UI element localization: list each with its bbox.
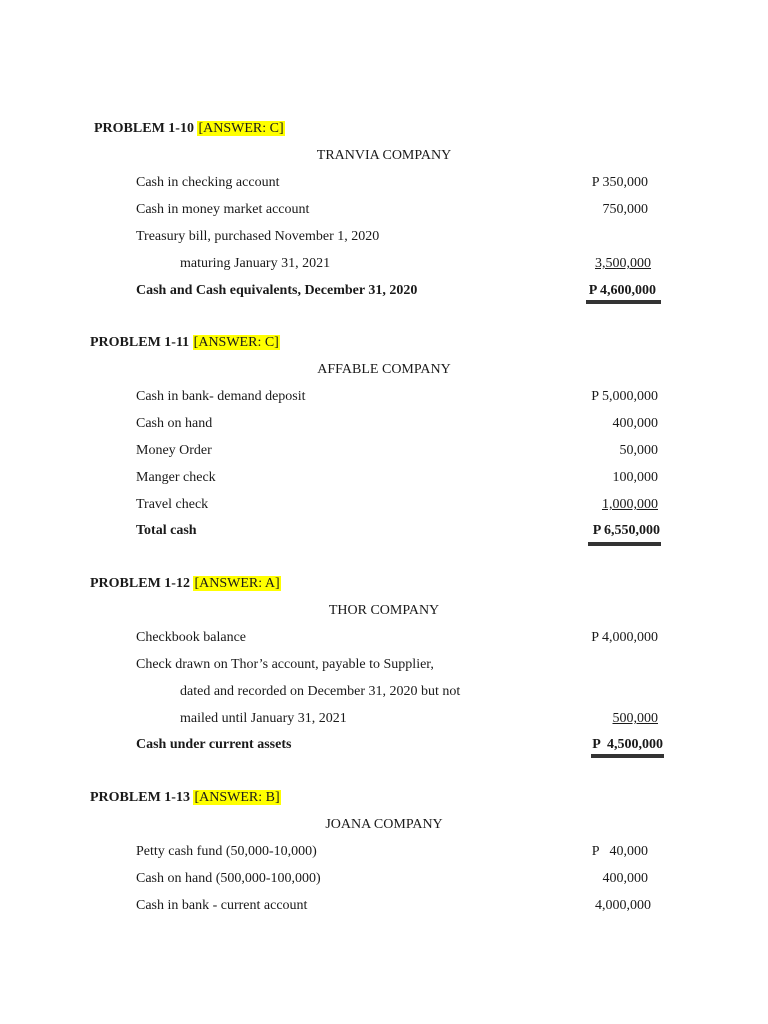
total-label: Cash under current assets xyxy=(136,737,292,752)
row-amount: P 4,000,000 xyxy=(591,630,658,645)
answer-highlight: [ANSWER: A] xyxy=(194,576,280,591)
row-amount: 500,000 xyxy=(612,711,658,726)
problem-heading-text: PROBLEM 1-11 xyxy=(90,335,190,350)
problem-1-10-heading xyxy=(94,120,285,138)
row-label: Travel check xyxy=(136,497,209,512)
row-label: Check drawn on Thor’s account, payable to Supplier, xyxy=(136,657,434,672)
company-name: AFFABLE COMPANY xyxy=(317,362,451,377)
row-label: Petty cash fund (50,000-10,000) xyxy=(136,844,317,859)
problem-heading-text: PROBLEM 1-12 xyxy=(90,576,190,591)
row-amount: 3,500,000 xyxy=(595,256,651,271)
row-amount: 50,000 xyxy=(619,443,658,458)
row-amount: P 40,000 xyxy=(591,844,648,859)
problem-heading-text: PROBLEM 1-10 xyxy=(94,121,194,136)
row-label: Treasury bill, purchased November 1, 2020 xyxy=(136,229,380,244)
company-name: THOR COMPANY xyxy=(328,603,440,618)
total-amount: P 6,550,000 xyxy=(592,523,660,538)
row-label: Cash on hand (500,000-100,000) xyxy=(136,871,321,886)
row-label: Cash in money market account xyxy=(136,202,310,217)
row-amount: 4,000,000 xyxy=(595,898,651,913)
company-name: JOANA COMPANY xyxy=(325,817,443,832)
answer-highlight: [ANSWER: C] xyxy=(193,335,279,350)
answer-highlight: [ANSWER: C] xyxy=(198,121,284,136)
double-underline xyxy=(588,542,661,546)
row-label: Checkbook balance xyxy=(136,630,247,645)
answer-highlight: [ANSWER: B] xyxy=(194,790,280,805)
row-label: mailed until January 31, 2021 xyxy=(180,711,347,726)
problem-1-12-heading xyxy=(90,575,281,593)
row-label: dated and recorded on December 31, 2020 but not xyxy=(180,684,461,699)
total-amount: P 4,500,000 xyxy=(592,737,663,752)
row-label: Cash in bank- demand deposit xyxy=(136,389,306,404)
row-label: Cash in checking account xyxy=(136,175,280,190)
problem-heading-text: PROBLEM 1-13 xyxy=(90,790,190,805)
problem-1-11-heading xyxy=(90,334,280,352)
row-amount: 750,000 xyxy=(602,202,648,217)
row-amount: 400,000 xyxy=(612,416,658,431)
row-amount: 400,000 xyxy=(602,871,648,886)
total-label: Total cash xyxy=(136,523,197,538)
total-label: Cash and Cash equivalents, December 31, 2020 xyxy=(136,283,418,298)
row-amount: P 5,000,000 xyxy=(591,389,658,404)
company-name: TRANVIA COMPANY xyxy=(316,148,452,163)
row-amount: P 350,000 xyxy=(591,175,648,190)
double-underline xyxy=(591,754,664,758)
row-amount: 100,000 xyxy=(612,470,658,485)
row-label: Money Order xyxy=(136,443,212,458)
row-label: Manger check xyxy=(136,470,216,485)
row-label: Cash in bank - current account xyxy=(136,898,308,913)
problem-1-13-heading xyxy=(90,789,281,807)
double-underline xyxy=(586,300,661,304)
total-amount: P 4,600,000 xyxy=(588,283,656,298)
row-amount: 1,000,000 xyxy=(602,497,658,512)
row-label: maturing January 31, 2021 xyxy=(180,256,331,271)
row-label: Cash on hand xyxy=(136,416,213,431)
